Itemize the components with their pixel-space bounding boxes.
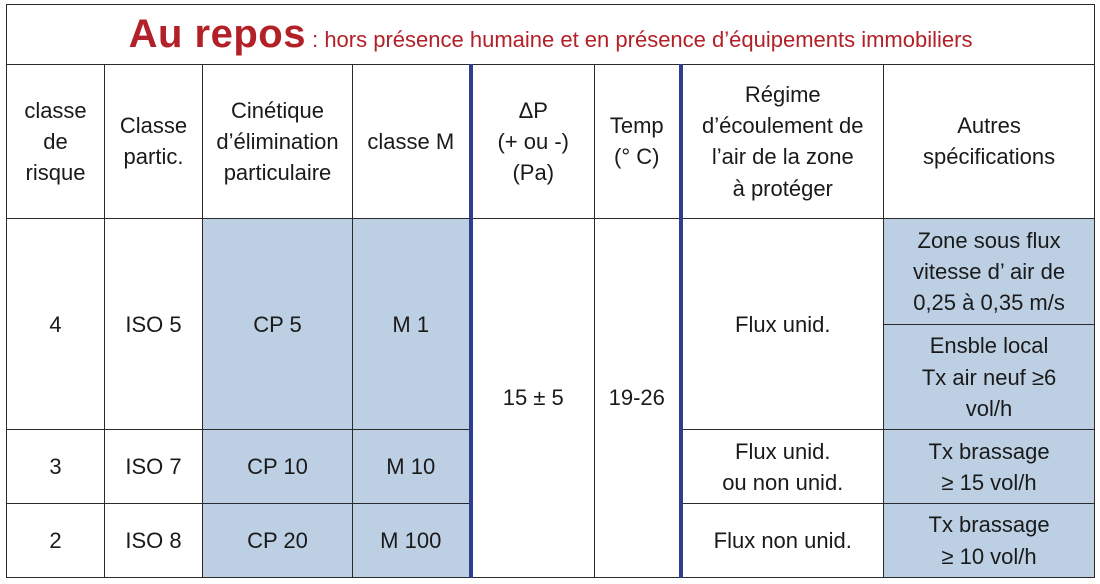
cell-autres-local: Ensble local Tx air neuf ≥6 vol/h bbox=[884, 324, 1094, 430]
header-cinetique: Cinétique d’élimination particulaire bbox=[203, 64, 353, 219]
title-subtitle: : hors présence humaine et en présence d’équipements immobiliers bbox=[305, 26, 973, 52]
header-autres: Autres spécifications bbox=[884, 64, 1095, 219]
cleanroom-specs-table bbox=[6, 4, 1095, 578]
cell-classe-m: M 100 bbox=[353, 504, 471, 578]
cell-autres: Tx brassage ≥ 10 vol/h bbox=[884, 504, 1095, 578]
title-main: Au repos bbox=[128, 11, 306, 56]
cell-regime: Flux non unid. bbox=[681, 504, 884, 578]
cell-classe-m: M 1 bbox=[353, 219, 471, 430]
header-classe-risque: classe de risque bbox=[7, 64, 105, 219]
header-delta-p: ΔP (+ ou -) (Pa) bbox=[471, 64, 595, 219]
cell-classe-risque: 2 bbox=[7, 504, 105, 578]
cell-cinetique: CP 10 bbox=[203, 430, 353, 504]
header-classe-partic: Classe partic. bbox=[105, 64, 203, 219]
cell-classe-partic: ISO 7 bbox=[105, 430, 203, 504]
header-regime: Régime d’écoulement de l’air de la zone à protéger bbox=[681, 64, 884, 219]
table-frame bbox=[6, 4, 1094, 578]
cell-classe-partic: ISO 5 bbox=[105, 219, 203, 430]
header-temp: Temp (° C) bbox=[595, 64, 681, 219]
cell-cinetique: CP 5 bbox=[203, 219, 353, 430]
cell-autres bbox=[884, 219, 1095, 430]
cell-temp: 19-26 bbox=[595, 219, 681, 578]
cell-regime: Flux unid. ou non unid. bbox=[681, 430, 884, 504]
cell-classe-partic: ISO 8 bbox=[105, 504, 203, 578]
header-classe-m: classe M bbox=[353, 64, 471, 219]
table-row bbox=[7, 219, 1095, 430]
cell-autres: Tx brassage ≥ 15 vol/h bbox=[884, 430, 1095, 504]
cell-autres-zone: Zone sous flux vitesse d’ air de 0,25 à 0,35 m/s bbox=[913, 227, 1066, 316]
cell-classe-m: M 10 bbox=[353, 430, 471, 504]
cell-regime: Flux unid. bbox=[681, 219, 884, 430]
cell-cinetique: CP 20 bbox=[203, 504, 353, 578]
table-title bbox=[7, 5, 1095, 65]
cell-delta-p: 15 ± 5 bbox=[471, 219, 595, 578]
cell-classe-risque: 3 bbox=[7, 430, 105, 504]
cell-classe-risque: 4 bbox=[7, 219, 105, 430]
